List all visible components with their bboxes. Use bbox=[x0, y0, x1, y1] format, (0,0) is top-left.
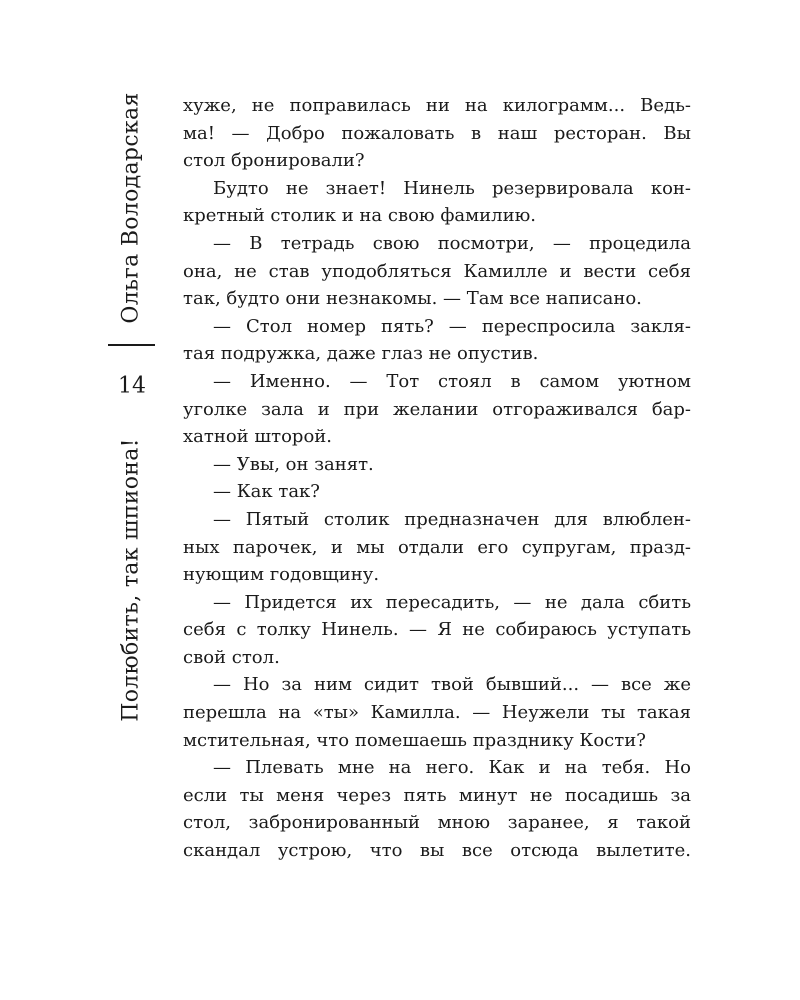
text-line: так, будто они незнакомы. — Там все написано. bbox=[183, 288, 642, 310]
text-line: — Пятый столик предназначен для влюблен- bbox=[213, 508, 691, 530]
text-line: — Придется их пересадить, — не дала сбить bbox=[213, 591, 691, 613]
running-head-divider bbox=[108, 344, 155, 346]
text-line: тая подружка, даже глаз не опустив. bbox=[183, 343, 539, 365]
text-line: — Но за ним сидит твой бывший... — все же bbox=[213, 674, 691, 696]
text-line: скандал устрою, что вы все отсюда вылетите. bbox=[183, 840, 691, 862]
text-line: хатной шторой. bbox=[183, 426, 333, 448]
text-line: уголке зала и при желании отгораживался бар- bbox=[183, 398, 691, 420]
text-line: если ты меня через пять минут не посадишь за bbox=[183, 784, 691, 806]
page-number: 14 bbox=[118, 373, 146, 399]
running-head-author: Ольга Володарская bbox=[118, 92, 144, 324]
text-line: хуже, не поправилась ни на килограмм... Ведь- bbox=[183, 95, 691, 116]
text-line: Будто не знает! Нинель резервировала кон- bbox=[213, 177, 691, 199]
text-line: свой стол. bbox=[183, 646, 280, 668]
text-line: стол, забронированный мною заранее, я такой bbox=[183, 812, 691, 834]
text-line: стол бронировали? bbox=[183, 150, 365, 172]
text-line: она, не став уподобляться Камилле и вести себя bbox=[183, 260, 691, 282]
text-line: — Именно. — Тот стоял в самом уютном bbox=[213, 370, 691, 392]
text-line: — Стол номер пять? — переспросила закля- bbox=[213, 315, 691, 337]
running-head-book-title: Полюбить, так шпиона! bbox=[118, 438, 144, 722]
text-line: ма! — Добро пожаловать в наш ресторан. Вы bbox=[183, 122, 691, 144]
body-text bbox=[183, 92, 691, 865]
text-line: себя с толку Нинель. — Я не собираюсь уступать bbox=[183, 619, 691, 641]
text-line: мстительная, что помешаешь празднику Кости? bbox=[183, 729, 646, 751]
text-line: ных парочек, и мы отдали его супругам, празд- bbox=[183, 536, 691, 558]
text-line: перешла на «ты» Камилла. — Неужели ты такая bbox=[183, 702, 691, 724]
text-line: — Увы, он занят. bbox=[213, 453, 374, 475]
text-line: — В тетрадь свою посмотри, — процедила bbox=[213, 232, 691, 254]
text-line: — Плевать мне на него. Как и на тебя. Но bbox=[213, 757, 691, 779]
text-line: нующим годовщину. bbox=[183, 564, 380, 586]
text-line: — Как так? bbox=[213, 481, 320, 503]
text-line: кретный столик и на свою фамилию. bbox=[183, 205, 536, 227]
